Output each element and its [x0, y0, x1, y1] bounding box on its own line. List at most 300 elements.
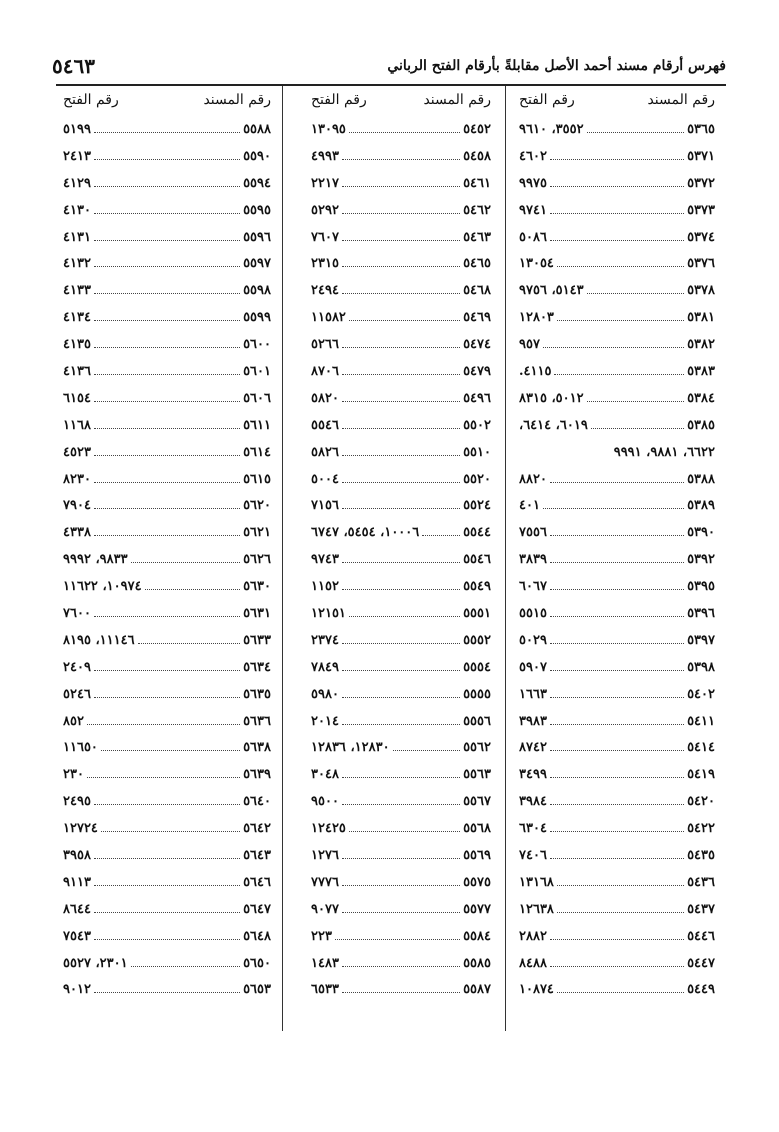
index-row: [519, 681, 715, 708]
index-row: [63, 224, 271, 251]
dot-leader: [342, 879, 460, 886]
index-row: [519, 519, 715, 546]
index-row: [63, 412, 271, 439]
musnad-number: ٥٥٥١: [463, 605, 491, 621]
musnad-number: ٥٤٤٦: [687, 928, 715, 944]
musnad-number: ٥٤٢٢: [687, 821, 715, 837]
musnad-number: ٥٤٥٨: [463, 148, 491, 164]
column-header: [519, 86, 715, 116]
fath-number: ٦١٥٤: [63, 390, 91, 406]
fath-number: ٣٨٣٩: [519, 552, 547, 568]
fath-number: ٨٥٢: [63, 713, 84, 729]
musnad-number: ٥٤٦٢: [463, 202, 491, 218]
musnad-number: ٥٥٩٥: [243, 202, 271, 218]
dot-leader: [342, 798, 460, 805]
fath-number: ١٠٩٧٤، ١١٦٢٢: [63, 579, 142, 595]
fath-number: ٤١٣٢: [63, 256, 91, 272]
dot-leader: [94, 664, 240, 671]
index-row: [519, 896, 715, 923]
musnad-number: ٥٥٥٤: [463, 659, 491, 675]
index-row: [63, 761, 271, 788]
index-row: [63, 923, 271, 950]
index-row: [519, 250, 715, 277]
musnad-number: ٥٣٦٥: [687, 121, 715, 137]
fath-number: ٧١٥٦: [311, 498, 339, 514]
dot-leader: [101, 825, 240, 832]
fath-number: ٤٣٣٨: [63, 525, 91, 541]
fath-number: ٥٥١٥: [519, 605, 547, 621]
index-row: [519, 385, 715, 412]
dot-leader: [550, 556, 684, 563]
fath-number: ٥٢٦٦: [311, 337, 339, 353]
dot-leader: [342, 476, 460, 483]
dot-leader: [94, 610, 240, 617]
dot-leader: [94, 798, 240, 805]
fath-number: ٥٠٢٩: [519, 632, 547, 648]
dot-leader: [94, 879, 240, 886]
page-header: [52, 54, 726, 82]
fath-number: ٥٩٨٠: [311, 686, 339, 702]
column-divider: [505, 86, 506, 1031]
dot-leader: [94, 502, 240, 509]
musnad-number: ٥٣٨٣: [687, 363, 715, 379]
musnad-number: ٥٥٩٦: [243, 229, 271, 245]
fath-number: ٤١١٥.: [519, 363, 552, 379]
fath-number: ٩٧٤١: [519, 202, 547, 218]
fath-number: ٢٤٩٤: [311, 283, 339, 299]
fath-number: ٩٧٤٣: [311, 552, 339, 568]
musnad-number: ٥٤٣٥: [687, 847, 715, 863]
musnad-number: ٥٣٩٥: [687, 579, 715, 595]
index-row: [311, 815, 491, 842]
musnad-number: ٥٣٩٧: [687, 632, 715, 648]
page-number: ٥٤٦٣: [52, 54, 95, 78]
musnad-header: رقم المسند: [647, 92, 715, 108]
musnad-number: ٥٦٣٩: [243, 767, 271, 783]
fath-number: ١٣٠٩٥: [311, 121, 346, 137]
dot-leader: [87, 718, 240, 725]
index-row: [519, 358, 715, 385]
index-row: [63, 170, 271, 197]
dot-leader: [550, 664, 684, 671]
dot-leader: [557, 906, 684, 913]
musnad-number: ٥٣٩٠: [687, 525, 715, 541]
dot-leader: [94, 422, 240, 429]
fath-number: ٤٠١: [519, 498, 540, 514]
index-row: [63, 788, 271, 815]
musnad-number: ٥٥١٠: [463, 444, 491, 460]
index-row: [63, 869, 271, 896]
dot-leader: [94, 341, 240, 348]
column-rows: [311, 116, 491, 1003]
index-row: [311, 116, 491, 143]
dot-leader: [94, 395, 240, 402]
index-row: [63, 304, 271, 331]
musnad-number: ٥٤٤٧: [687, 955, 715, 971]
dot-leader: [587, 287, 684, 294]
dot-leader: [550, 771, 684, 778]
index-row: [63, 681, 271, 708]
musnad-number: ٥٥٦٣: [463, 767, 491, 783]
dot-leader: [587, 395, 684, 402]
musnad-number: ٥٤٦٥: [463, 256, 491, 272]
fath-number: ١١١٤٦، ٨١٩٥: [63, 632, 135, 648]
musnad-number: ٥٥٧٧: [463, 901, 491, 917]
index-row: [311, 734, 491, 761]
dot-leader: [557, 986, 684, 993]
dot-leader: [87, 771, 240, 778]
musnad-number: ٥٤٦٣: [463, 229, 491, 245]
index-row: [311, 708, 491, 735]
musnad-number: ٥٣٧١: [687, 148, 715, 164]
musnad-number: ٥٣٨٨: [687, 471, 715, 487]
musnad-number: ٥٣٧٨: [687, 283, 715, 299]
index-row: [63, 331, 271, 358]
fath-number: ٣٩٨٤: [519, 794, 547, 810]
musnad-number: ٥٦٣٠: [243, 579, 271, 595]
musnad-number: ٥٥٤٤: [463, 525, 491, 541]
musnad-number: ٥٥٧٥: [463, 874, 491, 890]
column-rows: [63, 116, 271, 1003]
index-row: [63, 385, 271, 412]
fath-number: ٥٠١٢، ٨٣١٥: [519, 390, 584, 406]
fath-number: ٦٠١٩، ٦٤١٤،: [519, 417, 588, 433]
fath-number: ٣٥٥٢، ٩٦١٠: [519, 121, 584, 137]
musnad-number: ٥٣٩٨: [687, 659, 715, 675]
musnad-number: ٥٣٨١: [687, 310, 715, 326]
index-row: [63, 277, 271, 304]
fath-number: ٩٥٧: [519, 337, 540, 353]
dot-leader: [94, 529, 240, 536]
index-row: [311, 358, 491, 385]
fath-number: ٦٦٢٢، ٩٨٨١، ٩٩٩١: [613, 444, 715, 460]
musnad-number: ٥٤١١: [687, 713, 715, 729]
index-row: [311, 842, 491, 869]
index-row: [519, 815, 715, 842]
musnad-number: ٥٤٧٩: [463, 363, 491, 379]
fath-number: ٦٥٣٣: [311, 982, 339, 998]
musnad-number: ٥٤٠٢: [687, 686, 715, 702]
dot-leader: [94, 368, 240, 375]
dot-leader: [342, 664, 460, 671]
fath-number: ٧٩٠٤: [63, 498, 91, 514]
fath-header: رقم الفتح: [63, 92, 119, 108]
dot-leader: [94, 287, 240, 294]
dot-leader: [342, 691, 460, 698]
index-row: [63, 439, 271, 466]
musnad-number: ٥٦٠٦: [243, 390, 271, 406]
index-row: [519, 573, 715, 600]
index-row: [519, 654, 715, 681]
fath-number: ٦٠٦٧: [519, 579, 547, 595]
dot-leader: [557, 260, 684, 267]
fath-number: ٥٥٤٦: [311, 417, 339, 433]
fath-number: ٩٠٧٧: [311, 901, 339, 917]
fath-number: ٢٤١٣: [63, 148, 91, 164]
dot-leader: [101, 744, 240, 751]
index-row: [63, 116, 271, 143]
dot-leader: [342, 852, 460, 859]
fath-number: ٢٢١٧: [311, 175, 339, 191]
index-row: [519, 788, 715, 815]
column-divider: [282, 86, 283, 1031]
fath-number: ١٢١٥١: [311, 605, 346, 621]
index-row: [63, 734, 271, 761]
index-row: [311, 654, 491, 681]
musnad-number: ٥٤٦١: [463, 175, 491, 191]
dot-leader: [342, 449, 460, 456]
dot-leader: [94, 180, 240, 187]
musnad-number: ٥٦٣٤: [243, 659, 271, 675]
dot-leader: [550, 852, 684, 859]
musnad-number: ٥٣٧٦: [687, 256, 715, 272]
fath-number: ٧٨٤٩: [311, 659, 339, 675]
fath-number: ٩٠١٢: [63, 982, 91, 998]
dot-leader: [342, 718, 460, 725]
musnad-header: رقم المسند: [203, 92, 271, 108]
fath-number: ١٢٧٢٤: [63, 821, 98, 837]
fath-number: ٧٦٠٠: [63, 605, 91, 621]
index-row: [63, 977, 271, 1004]
musnad-number: ٥٦٣٥: [243, 686, 271, 702]
fath-number: ٤١٣٣: [63, 283, 91, 299]
fath-number: ٨٨٢٠: [519, 471, 547, 487]
dot-leader: [94, 234, 240, 241]
dot-leader: [342, 180, 460, 187]
index-row: [311, 439, 491, 466]
dot-leader: [342, 422, 460, 429]
index-column-1: [519, 86, 715, 1003]
fath-number: ٢٤٠٩: [63, 659, 91, 675]
index-row: [311, 681, 491, 708]
fath-number: ٥٨٢٦: [311, 444, 339, 460]
fath-number: ١١٦٨: [63, 417, 91, 433]
dot-leader: [550, 691, 684, 698]
musnad-number: ٥٥٠٢: [463, 417, 491, 433]
dot-leader: [550, 529, 684, 536]
index-column-3: [63, 86, 271, 1003]
dot-leader: [550, 637, 684, 644]
index-row: [311, 600, 491, 627]
index-row: [311, 869, 491, 896]
fath-number: ٥٢٤٦: [63, 686, 91, 702]
index-row: [311, 896, 491, 923]
dot-leader: [94, 691, 240, 698]
dot-leader: [393, 744, 460, 751]
fath-number: ٧٧٧٦: [311, 874, 339, 890]
musnad-number: ٥٥٨٨: [243, 121, 271, 137]
fath-number: ٨٤٨٨: [519, 955, 547, 971]
musnad-number: ٥٦١٥: [243, 471, 271, 487]
index-row: [519, 950, 715, 977]
dot-leader: [342, 771, 460, 778]
dot-leader: [131, 960, 240, 967]
musnad-number: ٥٥٩٧: [243, 256, 271, 272]
musnad-number: ٥٦٢٦: [243, 552, 271, 568]
index-row: [63, 842, 271, 869]
musnad-number: ٥٤٢٠: [687, 794, 715, 810]
dot-leader: [349, 610, 460, 617]
dot-leader: [94, 207, 240, 214]
dot-leader: [587, 126, 684, 133]
musnad-number: ٥٥٩٤: [243, 175, 271, 191]
index-row: [311, 304, 491, 331]
dot-leader: [342, 583, 460, 590]
dot-leader: [550, 825, 684, 832]
dot-leader: [342, 960, 460, 967]
musnad-number: ٥٦٤٢: [243, 821, 271, 837]
fath-number: ٧٦٠٧: [311, 229, 339, 245]
index-row: [63, 143, 271, 170]
musnad-number: ٥٥٤٩: [463, 579, 491, 595]
dot-leader: [550, 933, 684, 940]
fath-number: ٧٥٤٣: [63, 928, 91, 944]
fath-number: ٩١١٣: [63, 874, 91, 890]
dot-leader: [349, 825, 460, 832]
fath-number: ٤١٣٤: [63, 310, 91, 326]
index-row: [519, 734, 715, 761]
dot-leader: [554, 368, 684, 375]
musnad-number: ٥٦٥٣: [243, 982, 271, 998]
dot-leader: [342, 502, 460, 509]
fath-number: ٧٤٠٦: [519, 847, 547, 863]
musnad-number: ٥٥٥٦: [463, 713, 491, 729]
index-row: [63, 546, 271, 573]
dot-leader: [94, 852, 240, 859]
index-row: [311, 224, 491, 251]
musnad-number: ٥٦٣٣: [243, 632, 271, 648]
musnad-number: ٥٦٣٨: [243, 740, 271, 756]
fath-number: ١١٥٨٢: [311, 310, 346, 326]
index-row: [63, 250, 271, 277]
index-row: [311, 546, 491, 573]
fath-number: ٧٥٥٦: [519, 525, 547, 541]
fath-number: ١٢٨٠٣: [519, 310, 554, 326]
musnad-number: ٥٦١١: [243, 417, 271, 433]
dot-leader: [342, 556, 460, 563]
musnad-number: ٥٥٢٠: [463, 471, 491, 487]
fath-number: ٢٣٧٤: [311, 632, 339, 648]
musnad-number: ٥٣٧٤: [687, 229, 715, 245]
fath-header: رقم الفتح: [519, 92, 575, 108]
index-row: [311, 170, 491, 197]
dot-leader: [145, 583, 240, 590]
fath-number: ٦٣٠٤: [519, 821, 547, 837]
fath-number: ٥١٤٣، ٩٧٥٦: [519, 283, 584, 299]
dot-leader: [550, 207, 684, 214]
fath-number: ١٠٨٧٤: [519, 982, 554, 998]
index-row: [63, 654, 271, 681]
musnad-number: ٥٥٥٢: [463, 632, 491, 648]
index-row: [519, 170, 715, 197]
fath-number: ٥٠٠٤: [311, 471, 339, 487]
musnad-number: ٥٥٩٩: [243, 310, 271, 326]
fath-number: ٢٣٠: [63, 767, 84, 783]
fath-number: ٢٨٨٢: [519, 928, 547, 944]
index-row: [63, 358, 271, 385]
fath-number: ٨٦٤٤: [63, 901, 91, 917]
dot-leader: [591, 422, 684, 429]
musnad-number: ٥٤١٩: [687, 767, 715, 783]
musnad-number: ٥٥٦٩: [463, 847, 491, 863]
musnad-number: ٥٥٦٧: [463, 794, 491, 810]
musnad-number: ٥٤٧٤: [463, 337, 491, 353]
fath-number: ٤٦٠٢: [519, 148, 547, 164]
index-row: [63, 197, 271, 224]
dot-leader: [342, 368, 460, 375]
dot-leader: [550, 718, 684, 725]
fath-number: ٤١٣١: [63, 229, 91, 245]
dot-leader: [342, 637, 460, 644]
fath-number: ٤١٣٥: [63, 337, 91, 353]
musnad-number: ٥٣٨٥: [687, 417, 715, 433]
musnad-number: ٥٥٦٢: [463, 740, 491, 756]
musnad-number: ٥٥٥٥: [463, 686, 491, 702]
musnad-number: ٥٥٨٤: [463, 928, 491, 944]
musnad-number: ٥٦٢٠: [243, 498, 271, 514]
musnad-number: ٥٥٨٧: [463, 982, 491, 998]
index-row: [311, 519, 491, 546]
musnad-header: رقم المسند: [423, 92, 491, 108]
dot-leader: [550, 798, 684, 805]
musnad-number: ٥٤٤٩: [687, 982, 715, 998]
fath-number: ٥١٩٩: [63, 121, 91, 137]
musnad-number: ٥٤٦٨: [463, 283, 491, 299]
fath-number: ١٣٠٥٤: [519, 256, 554, 272]
index-row: [63, 815, 271, 842]
dot-leader: [550, 476, 684, 483]
index-row: [519, 116, 715, 143]
index-row: [311, 466, 491, 493]
musnad-number: ٥٣٧٢: [687, 175, 715, 191]
index-row: [63, 492, 271, 519]
index-row: [519, 439, 715, 466]
index-row: [311, 627, 491, 654]
musnad-number: ٥٥٨٥: [463, 955, 491, 971]
index-row: [519, 277, 715, 304]
dot-leader: [543, 341, 684, 348]
dot-leader: [131, 556, 240, 563]
dot-leader: [335, 933, 460, 940]
index-row: [63, 466, 271, 493]
musnad-number: ٥٦٥٠: [243, 955, 271, 971]
fath-number: ٩٨٣٣، ٩٩٩٢: [63, 552, 128, 568]
fath-number: ٢٣١٥: [311, 256, 339, 272]
musnad-number: ٥٦٤٧: [243, 901, 271, 917]
fath-number: ٥٠٨٦: [519, 229, 547, 245]
fath-number: ١٢٨٣٠، ١٢٨٣٦: [311, 740, 390, 756]
page-title: فهرس أرقام مسند أحمد الأصل مقابلةً بأرقام الفتح الرباني: [387, 58, 726, 74]
index-row: [519, 761, 715, 788]
fath-number: ٤١٢٩: [63, 175, 91, 191]
fath-number: ٩٥٠٠: [311, 794, 339, 810]
fath-number: ١٦٦٣: [519, 686, 547, 702]
dot-leader: [543, 502, 684, 509]
index-row: [519, 304, 715, 331]
index-row: [63, 708, 271, 735]
index-row: [519, 977, 715, 1004]
musnad-number: ٥٦٤٣: [243, 847, 271, 863]
fath-number: ١٣١٦٨: [519, 874, 554, 890]
index-row: [311, 277, 491, 304]
index-row: [63, 600, 271, 627]
dot-leader: [342, 234, 460, 241]
index-row: [311, 250, 491, 277]
index-row: [311, 761, 491, 788]
fath-number: ٢٣٠١، ٥٥٢٧: [63, 955, 128, 971]
index-row: [519, 466, 715, 493]
dot-leader: [342, 153, 460, 160]
